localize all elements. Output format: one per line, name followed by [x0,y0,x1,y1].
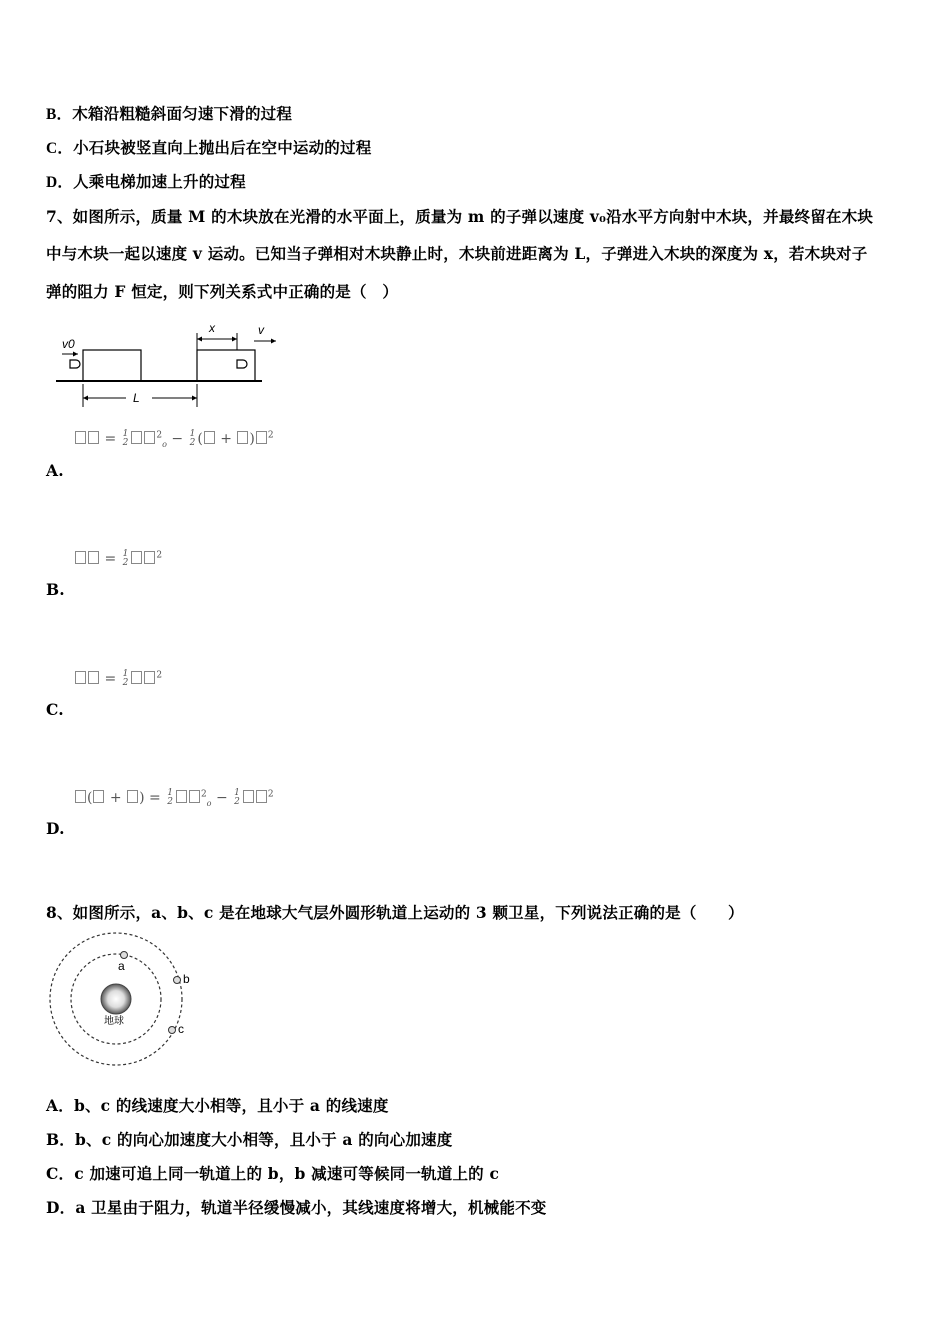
option-letter: D． [46,1198,76,1217]
option-letter: A． [46,1096,74,1115]
v-label: v [258,323,264,337]
option-letter: B． [46,1130,76,1149]
x-label: x [209,321,215,335]
satellite-a-label: a [118,959,125,973]
option-letter: D． [46,174,74,191]
satellite-a [121,952,128,959]
option-text: b、c 的线速度大小相等，且小于 a 的线速度 [73,1096,389,1115]
option-letter: C． [46,140,74,157]
q6-option-c [46,136,371,158]
q7-formula-a: = 1 2 $^2_o$ − 1 2 ( + ) $^2$ [74,430,274,449]
earth [101,984,131,1014]
satellite-b [174,977,181,984]
q7-stem-line3: 弹的阻力 F 恒定，则下列关系式中正确的是（ ） [46,282,399,301]
q7-stem-line2: 中与木块一起以速度 v 运动。已知当子弹相对木块静止时，木块前进距离为 L，子弹进入木块的深度为 x，若木块对子 [46,244,868,263]
earth-label: 地球 [104,1016,124,1027]
q7-formula-c: = 1 2 $^2$ [74,670,162,688]
option-text: b、c 的向心加速度大小相等，且小于 a 的向心加速度 [75,1130,453,1149]
q8-stem: 8、如图所示，a、b、c 是在地球大气层外圆形轨道上运动的 3 颗卫星，下列说法正确的是（ ） [46,903,744,922]
option-letter: C． [46,1164,75,1183]
v0-label: v0 [62,337,75,351]
satellite-c-label: c [178,1022,184,1036]
q7-option-c: C. [46,700,64,719]
q7-formula-b: = 1 2 $^2$ [74,550,162,568]
q8-option-b [46,1128,452,1150]
option-text: 小石块被竖直向上抛出后在空中运动的过程 [73,138,372,157]
equals: = [104,431,121,447]
option-text: c 加速可追上同一轨道上的 b，b 减速可等候同一轨道上的 c [74,1164,500,1183]
satellite-b-label: b [183,972,190,986]
option-letter: B． [46,106,73,123]
q7-stem-line1: 7、如图所示，质量 M 的木块放在光滑的水平面上，质量为 m 的子弹以速度 v₀沿水平方向射中木块，并最终留在木块 [46,207,874,226]
q7-formula-d: ( + ) = 1 2 $^2_o$ − 1 2 $^2$ [74,789,274,808]
q7-option-d: D. [46,819,65,838]
q8-option-a [46,1094,389,1116]
q8-option-c [46,1162,499,1184]
option-text: 人乘电梯加速上升的过程 [73,172,246,191]
L-label: L [133,391,140,405]
option-text: a 卫星由于阻力，轨道半径缓慢减小，其线速度将增大，机械能不变 [75,1198,547,1217]
q8-option-d [46,1196,547,1218]
q7-option-a: A. [46,461,64,480]
q6-option-d [46,170,246,192]
option-text: 木箱沿粗糙斜面匀速下滑的过程 [72,104,293,123]
satellite-orbit-diagram [46,932,196,1072]
satellite-c [169,1027,176,1034]
q7-option-b: B. [46,580,65,599]
q6-option-b [46,102,292,124]
bullet-block-diagram [54,318,284,413]
